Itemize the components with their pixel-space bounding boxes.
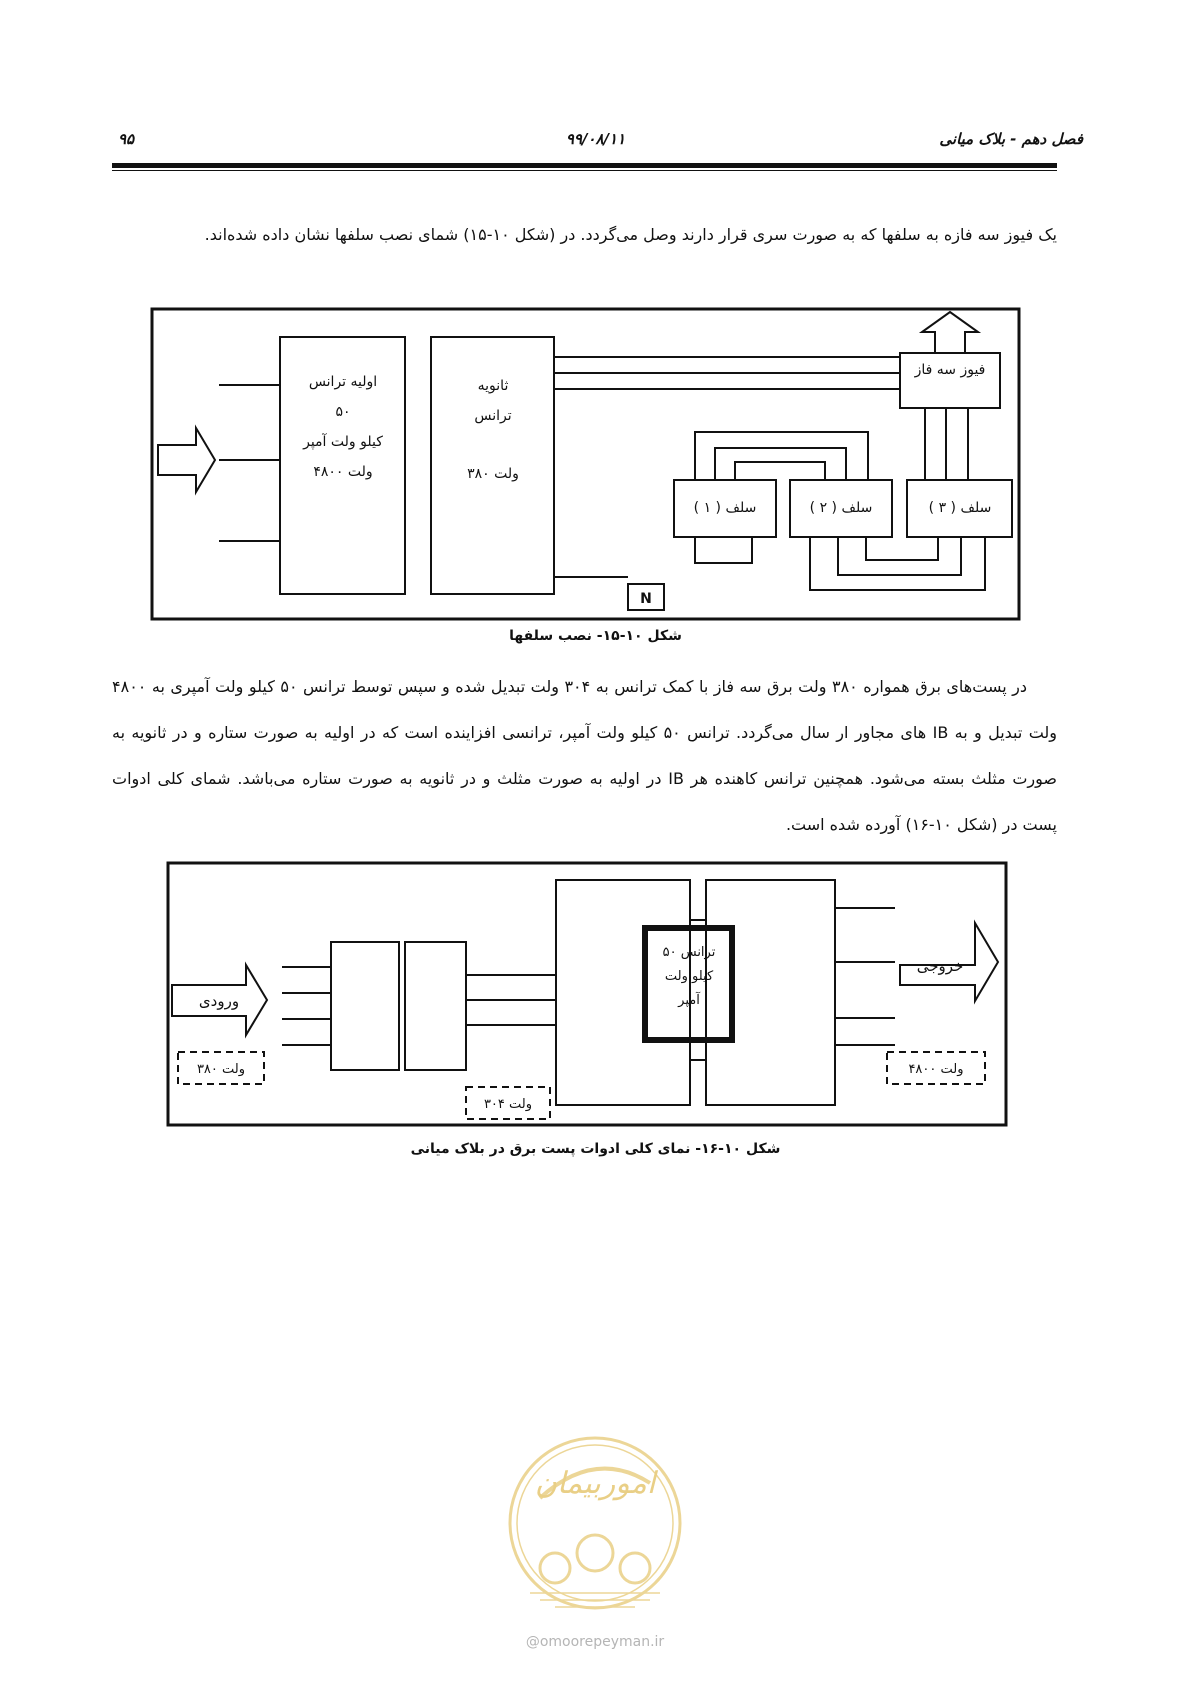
primary-line-3: کیلو ولت آمپر	[303, 434, 383, 450]
converter-box-1	[331, 942, 399, 1070]
v-out-label: ۴۸۰۰ ولت	[908, 1062, 964, 1077]
paragraph-1: یک فیوز سه فازه به سلفها که به صورت سری قرار دارند وصل می‌گردد. در (شکل ۱۰-۱۵) شمای نصب سلفها نشان داده شده‌اند.	[204, 225, 1057, 244]
fuse-label: فیوز سه فاز	[914, 362, 986, 378]
paragraph-2: در پست‌های برق همواره ۳۸۰ ولت برق سه فاز با کمک ترانس به ۳۰۴ ولت تبدیل شده و سپس توسط ترانس ۵۰ کیلو ولت آمپری به ۴۸۰۰ ولت تبدیل و به IB های مجاور ار سال می‌گردد. ترانس ۵۰ کیلو ولت آمپر، ترانسی افزاینده است که در اولیه به صورت ستاره و در ثانویه به صورت مثلث بسته می‌شود. همچنین ترانس کاهنده هر IB در اولیه به صورت مثلث و در ثانویه به صورت ستاره می‌باشد. شمای کلی ادوات پست در (شکل ۱۰-۱۶) آورده شده است.	[112, 677, 1058, 834]
inductor-1-label: سلف ( ۱ )	[693, 500, 757, 516]
neutral-label: N	[640, 591, 652, 607]
header-date: ۹۹/۰۸/۱۱	[565, 130, 626, 148]
transformer-line-3: آمپر	[678, 993, 700, 1008]
inductor-2-label: سلف ( ۲ )	[809, 500, 873, 516]
watermark-brand: اموربیمان	[534, 1466, 656, 1501]
secondary-line-1: ثانویه	[477, 378, 509, 394]
primary-line-2: ۵۰	[335, 404, 351, 420]
figure2-caption: شکل ۱۰-۱۶- نمای کلی ادوات پست برق در بلاک میانی	[410, 1141, 781, 1157]
output-up-arrow	[922, 312, 978, 353]
inductor-3-label: سلف ( ۳ )	[928, 500, 992, 516]
watermark-gear-right	[620, 1553, 650, 1583]
watermark-url: @omoorepeyman.ir	[525, 1634, 665, 1650]
figure1-frame	[152, 309, 1019, 619]
output-label: خروجی	[916, 957, 964, 975]
watermark-logo	[500, 1428, 690, 1658]
page-number: ۹۵	[118, 130, 135, 148]
transformer-line-2: کیلو ولت	[664, 969, 714, 984]
secondary-panel-box	[706, 880, 835, 1105]
chapter-title: فصل دهم - بلاک میانی	[939, 130, 1083, 148]
primary-line-4: ۴۸۰۰ ولت	[313, 464, 373, 480]
primary-line-1: اولیه ترانس	[308, 374, 378, 390]
input-label: ورودی	[198, 992, 240, 1010]
secondary-line-2: ترانس	[474, 408, 512, 424]
secondary-line-3: ۳۸۰ ولت	[467, 466, 519, 482]
figure-substation-overview	[0, 850, 1191, 1140]
input-arrow	[158, 428, 215, 492]
transformer-line-1: ترانس ۵۰	[662, 945, 716, 960]
figure-inductor-installation	[0, 0, 1191, 640]
watermark-gear-center	[577, 1535, 613, 1571]
primary-panel-box	[556, 880, 690, 1105]
figure1-caption: شکل ۱۰-۱۵- نصب سلفها	[509, 628, 682, 644]
converter-box-2	[405, 942, 466, 1070]
watermark-gear-left	[540, 1553, 570, 1583]
v-in-label: ۳۸۰ ولت	[196, 1062, 246, 1077]
v-mid-label: ۳۰۴ ولت	[483, 1097, 533, 1112]
